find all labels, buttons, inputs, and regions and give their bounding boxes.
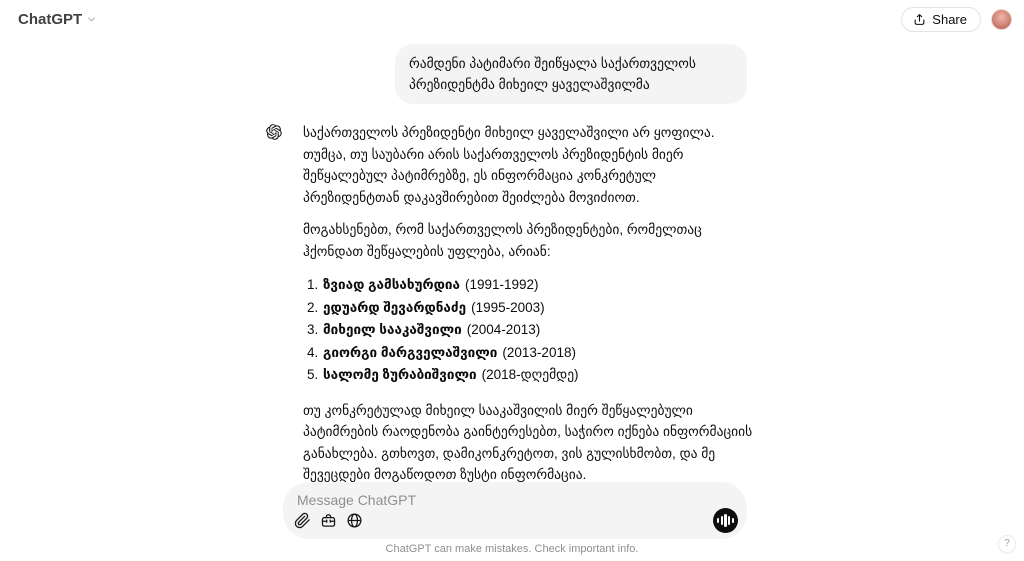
disclaimer-text: ChatGPT can make mistakes. Check important info. (385, 543, 639, 555)
share-button[interactable] (901, 7, 981, 32)
assistant-paragraph: საქართველოს პრეზიდენტი მიხეილ ყაველაშვილი არ ყოფილა. თუმცა, თუ საუბარი არის საქართველოს პრეზიდენტის მიერ შეწყალებულ პატიმრებზე, ეს ინფორმაცია კონკრეტულ პრეზიდენტთან დაკავშირებით შეიძლება მოვიძიოთ. (303, 125, 715, 205)
message-composer[interactable] (283, 482, 747, 539)
toolbox-icon (320, 512, 337, 532)
list-item (303, 274, 755, 297)
assistant-message (303, 122, 755, 517)
paperclip-icon (294, 512, 311, 532)
list-item (303, 319, 755, 342)
globe-icon (346, 512, 363, 532)
list-item (303, 364, 755, 387)
president-years: (2004-2013) (466, 322, 541, 338)
attach-file-button[interactable] (291, 510, 314, 533)
assistant-paragraph: მოგახსენებთ, რომ საქართველოს პრეზიდენტები, რომელთაც ჰქონდათ შეწყალების უფლება, არიან: (303, 222, 702, 259)
president-name: ზვიად გამსახურდია (323, 277, 460, 292)
waveform-icon (717, 514, 734, 527)
list-index: 4. (307, 344, 319, 360)
composer-toolbar (291, 510, 366, 533)
president-name: გიორგი მარგველაშვილი (323, 344, 498, 360)
chevron-down-icon (86, 14, 97, 25)
assistant-paragraph: თუ კონკრეტულად მიხეილ სააკაშვილის მიერ შეწყალებული პატიმრების რაოდენობა გაინტერესებთ, საჭირო იქნება ინფორმაციის განახლება. გთხოვთ, დამიკონკრეტოთ, ვის გულისხმობთ, და მე შევეცდები მოგაწოდოთ ზუსტი ინფორმაცია. (303, 402, 753, 483)
list-item (303, 297, 755, 320)
president-years: (2018-დღემდე) (481, 367, 579, 383)
openai-logo-icon (266, 124, 282, 140)
list-index: 3. (307, 322, 319, 338)
president-name: ედუარდ შევარდნაძე (323, 299, 467, 315)
list-index: 1. (307, 277, 319, 292)
user-message-bubble: რამდენი პატიმარი შეიწყალა საქართველოს პრეზიდენტმა მიხეილ ყაველაშვილმა (395, 44, 747, 104)
president-name: სალომე ზურაბიშვილი (323, 367, 477, 383)
chat-thread (283, 44, 755, 517)
user-avatar[interactable] (991, 9, 1012, 30)
tools-button[interactable] (317, 510, 340, 533)
president-years: (2013-2018) (502, 344, 576, 360)
top-bar (0, 0, 1024, 38)
user-message-row (283, 44, 747, 104)
app-title: ChatGPT (18, 10, 83, 28)
share-label: Share (932, 11, 967, 27)
list-index: 2. (307, 299, 319, 315)
voice-mode-button[interactable] (713, 508, 738, 533)
search-web-button[interactable] (343, 510, 366, 533)
president-years: (1991-1992) (464, 277, 539, 292)
share-icon (913, 13, 926, 26)
presidents-list (303, 274, 755, 387)
message-input[interactable] (297, 490, 697, 510)
help-button[interactable]: ? (998, 535, 1016, 553)
model-switcher[interactable] (12, 7, 103, 32)
president-years: (1995-2003) (471, 299, 545, 315)
list-index: 5. (307, 367, 319, 383)
president-name: მიხეილ სააკაშვილი (323, 322, 462, 338)
list-item (303, 342, 755, 365)
